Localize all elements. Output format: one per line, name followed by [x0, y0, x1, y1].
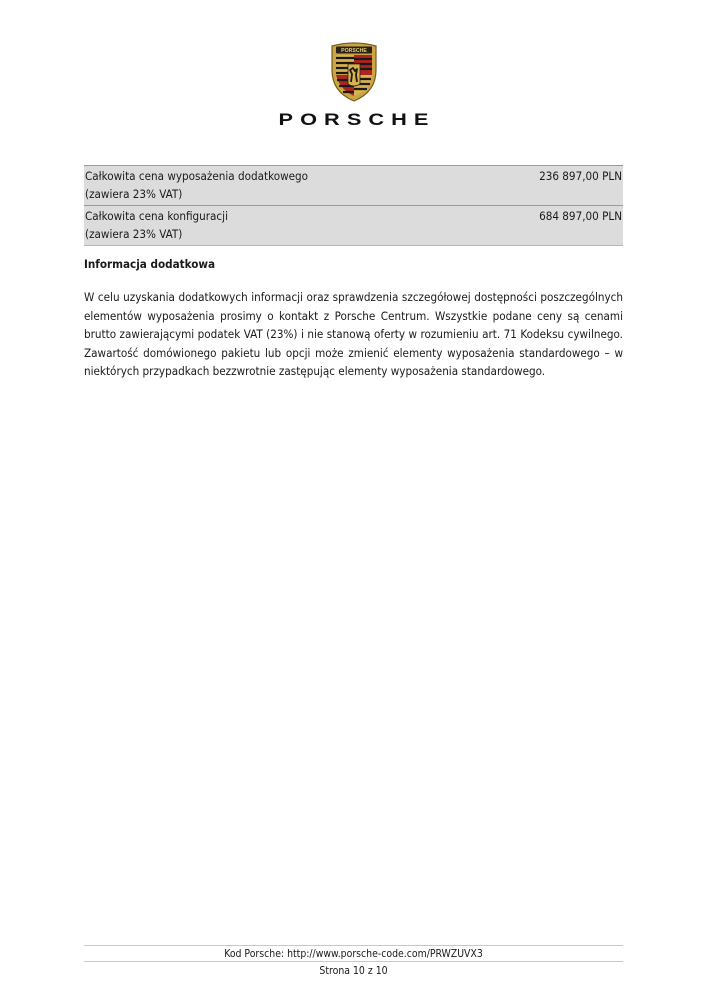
price-row-label-group: [85, 167, 308, 203]
price-row-configuration-total: [84, 205, 623, 246]
porsche-logo: [0, 40, 707, 130]
page-number: Strona 10 z 10: [319, 965, 388, 977]
additional-info-paragraph: W celu uzyskania dodatkowych informacji oraz sprawdzenia szczegółowej dostępności poszczególnych elementów wyposażenia prosimy o kontakt z Porsche Centrum. Wszystkie podane ceny są cenami brutto zawierającymi podatek VAT (23%) i nie stanową oferty w rozumieniu art. 71 Kodeksu cywilnego. Zawartość domówionego pakietu lub opcji może zmienić elementy wyposażenia standardowego – w niektórych przypadkach bezzwrotnie zastępując elementy wyposażenia standardowego.: [84, 290, 623, 378]
crest-lettering: PORSCHE: [340, 48, 367, 54]
price-row-options-total: [84, 165, 623, 205]
footer-divider-bottom: [84, 961, 623, 962]
price-summary-table: [84, 165, 623, 246]
footer-divider-top: [84, 945, 623, 946]
price-row-value: 236 897,00 PLN: [539, 169, 622, 183]
price-row-label: Całkowita cena wyposażenia dodatkowego: [85, 169, 309, 183]
price-row-label: Całkowita cena konfiguracji: [85, 209, 228, 223]
price-row-value: 684 897,00 PLN: [539, 209, 622, 223]
price-row-note: (zawiera 23% VAT): [85, 227, 183, 241]
price-row-note: (zawiera 23% VAT): [85, 187, 183, 201]
porsche-crest-icon: [329, 40, 379, 102]
additional-info-heading: Informacja dodatkowa: [84, 257, 216, 271]
porsche-code-link[interactable]: Kod Porsche: http://www.porsche-code.com/PRWZUVX3: [224, 948, 483, 960]
porsche-wordmark: PORSCHE: [278, 110, 436, 129]
price-row-label-group: [85, 207, 228, 243]
